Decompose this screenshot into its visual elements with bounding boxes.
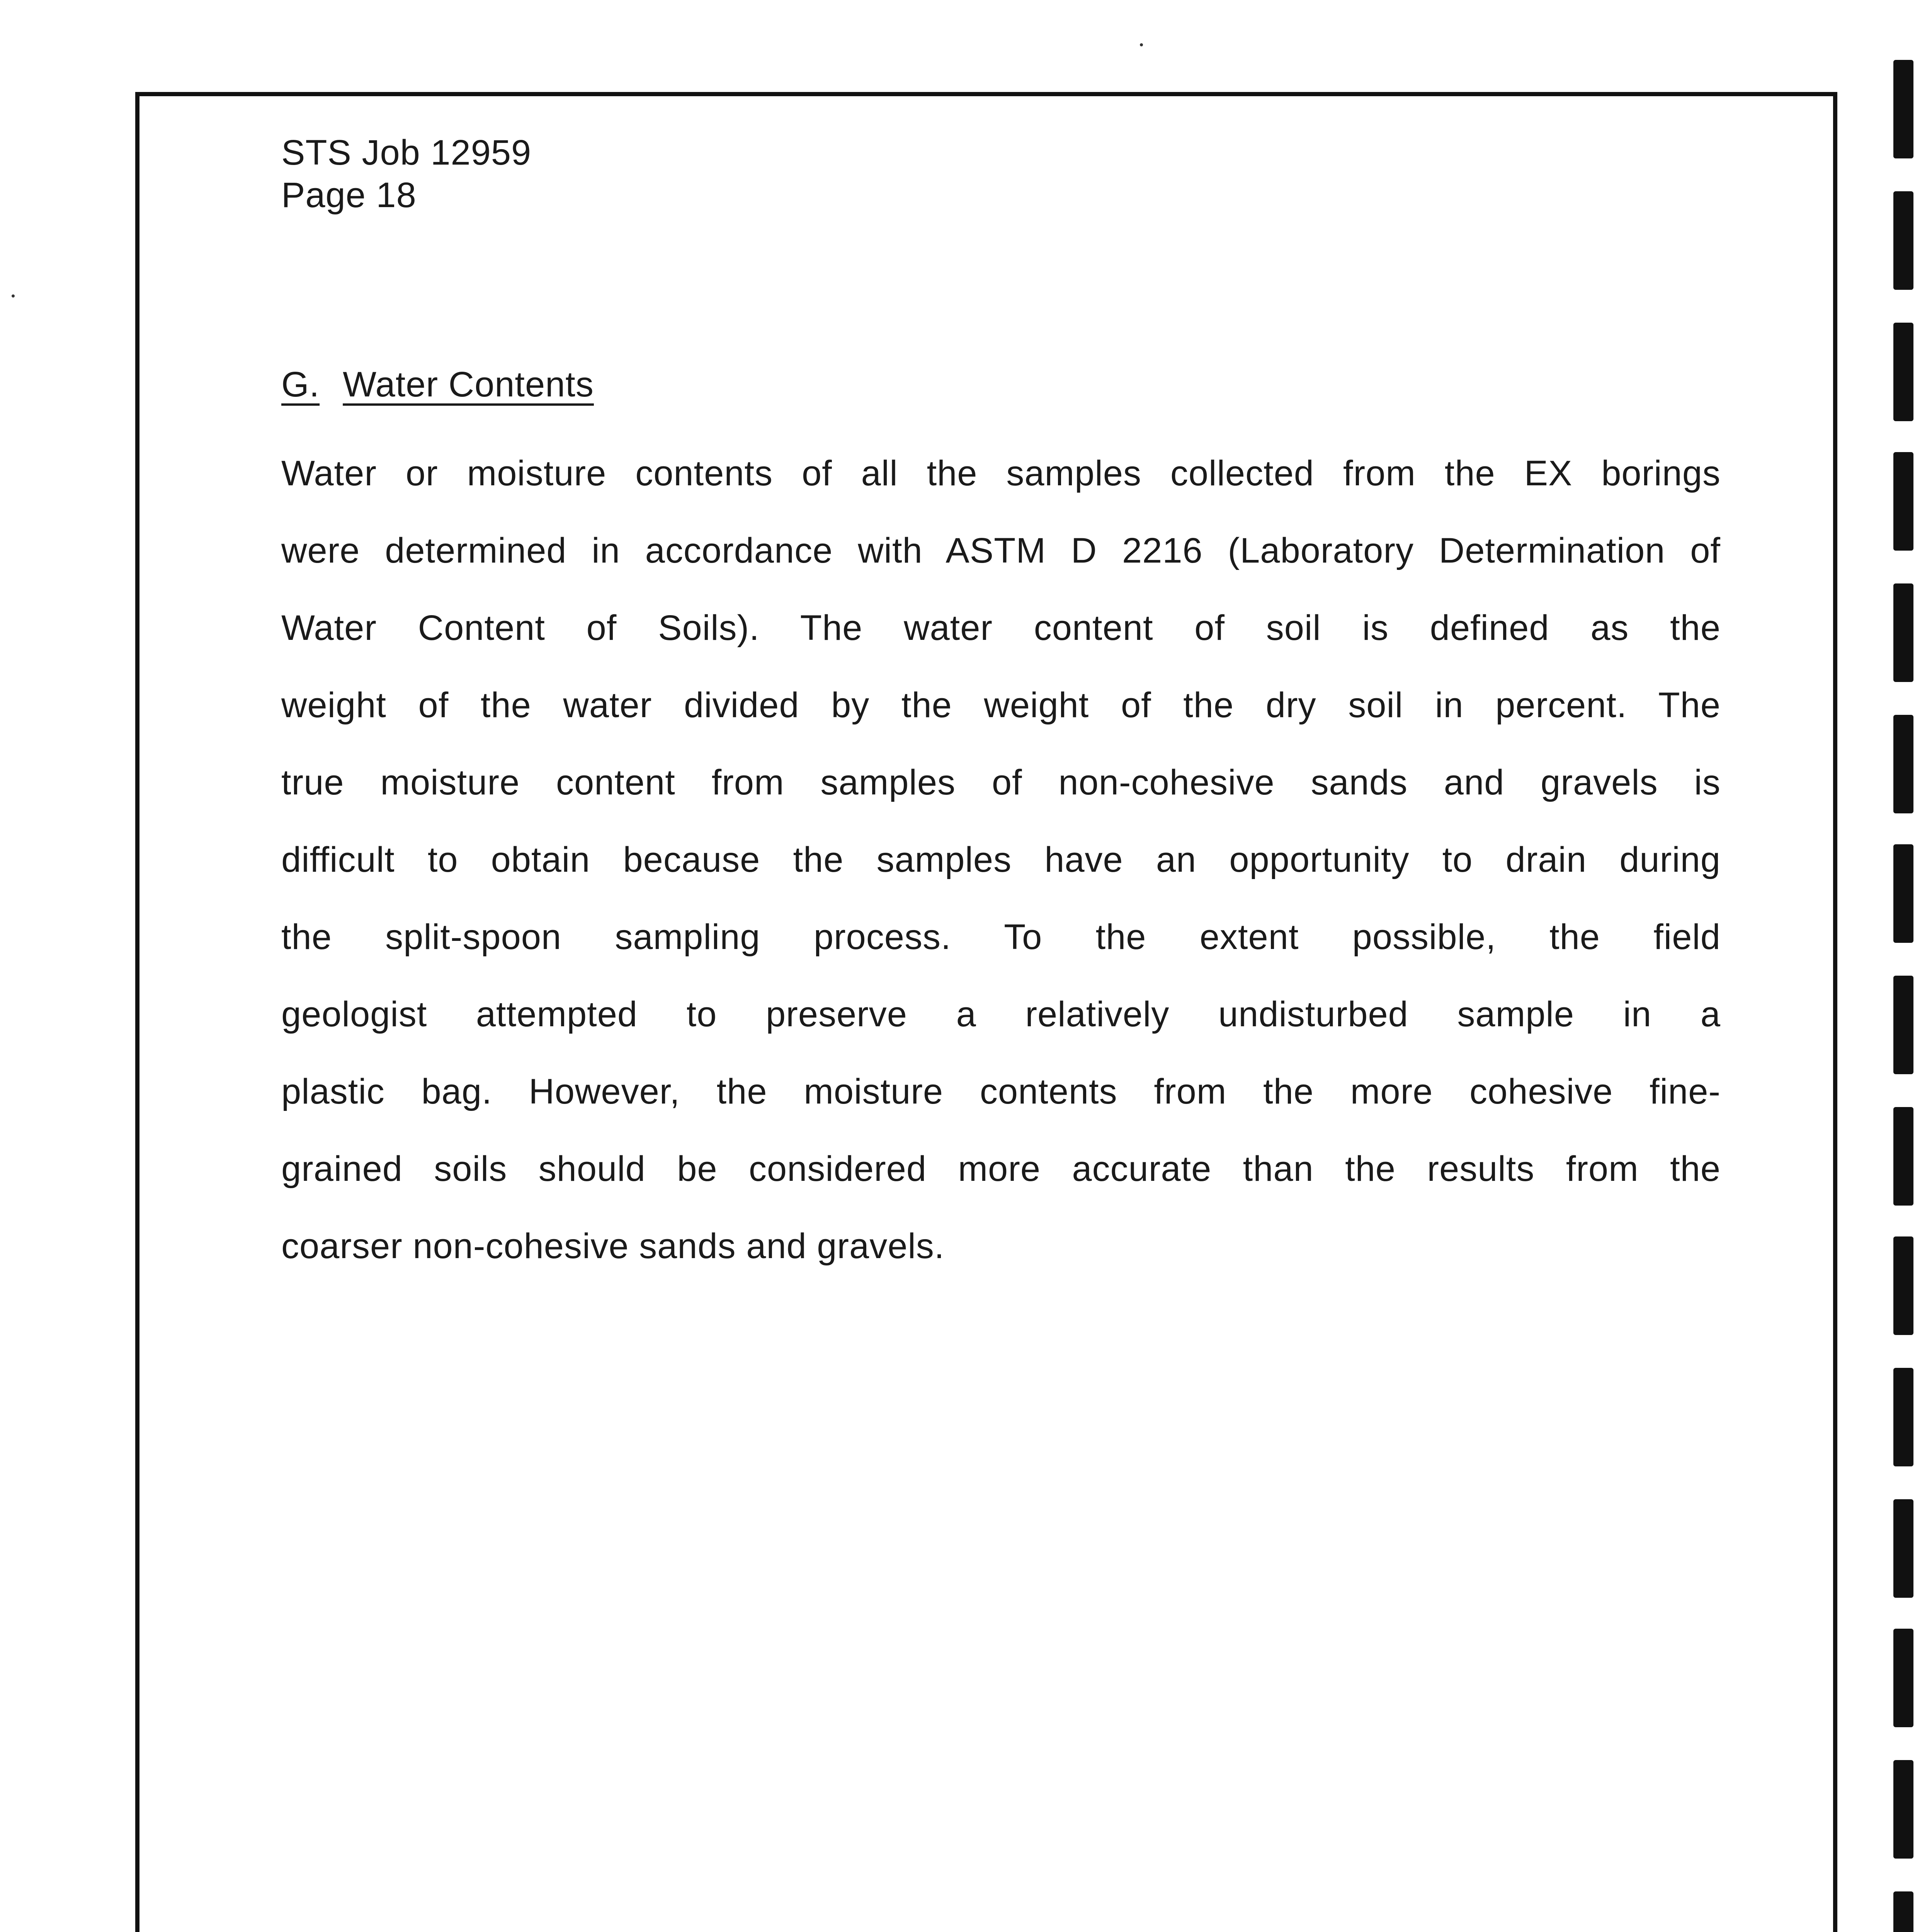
paragraph-line: true moisture content from samples of non-cohesive sands and gravels is bbox=[281, 763, 1721, 802]
binding-bar bbox=[1893, 452, 1913, 551]
paragraph-line: the split-spoon sampling process. To the extent possible, the field bbox=[281, 917, 1721, 957]
body-paragraph bbox=[281, 435, 1721, 1285]
binding-bar bbox=[1893, 1891, 1913, 1932]
binding-bar bbox=[1893, 1760, 1913, 1859]
page-number: Page 18 bbox=[281, 175, 417, 215]
binding-bar bbox=[1893, 1236, 1913, 1335]
scan-speck bbox=[12, 294, 15, 298]
binding-bar bbox=[1893, 583, 1913, 682]
section-letter: G. bbox=[281, 365, 320, 404]
section-heading bbox=[281, 363, 594, 406]
job-number: STS Job 12959 bbox=[281, 133, 532, 172]
binding-bar bbox=[1893, 976, 1913, 1074]
section-title: Water Contents bbox=[343, 365, 594, 404]
paragraph-line: plastic bag. However, the moisture contents from the more cohesive fine- bbox=[281, 1072, 1721, 1111]
paragraph-line: coarser non-cohesive sands and gravels. bbox=[281, 1226, 945, 1266]
paragraph-line: Water Content of Soils). The water content of soil is defined as the bbox=[281, 608, 1721, 648]
binding-bar bbox=[1893, 715, 1913, 813]
binding-bar bbox=[1893, 1499, 1913, 1598]
paragraph-line: geologist attempted to preserve a relatively undisturbed sample in a bbox=[281, 995, 1721, 1034]
binding-bar bbox=[1893, 1629, 1913, 1727]
paragraph-line: weight of the water divided by the weight of the dry soil in percent. The bbox=[281, 685, 1721, 725]
page-header bbox=[281, 131, 531, 216]
binding-bar bbox=[1893, 844, 1913, 943]
paragraph-line: grained soils should be considered more accurate than the results from the bbox=[281, 1149, 1721, 1189]
paragraph-line: were determined in accordance with ASTM D 2216 (Laboratory Determination of bbox=[281, 531, 1721, 570]
binding-bar bbox=[1893, 1368, 1913, 1466]
binding-bar bbox=[1893, 1107, 1913, 1206]
binding-bar bbox=[1893, 191, 1913, 290]
scan-speck bbox=[1140, 43, 1143, 46]
binding-marks bbox=[1893, 0, 1917, 1932]
binding-bar bbox=[1893, 323, 1913, 421]
binding-bar bbox=[1893, 60, 1913, 158]
paragraph-line: Water or moisture contents of all the samples collected from the EX borings bbox=[281, 454, 1721, 493]
paragraph-line: difficult to obtain because the samples have an opportunity to drain during bbox=[281, 840, 1721, 879]
